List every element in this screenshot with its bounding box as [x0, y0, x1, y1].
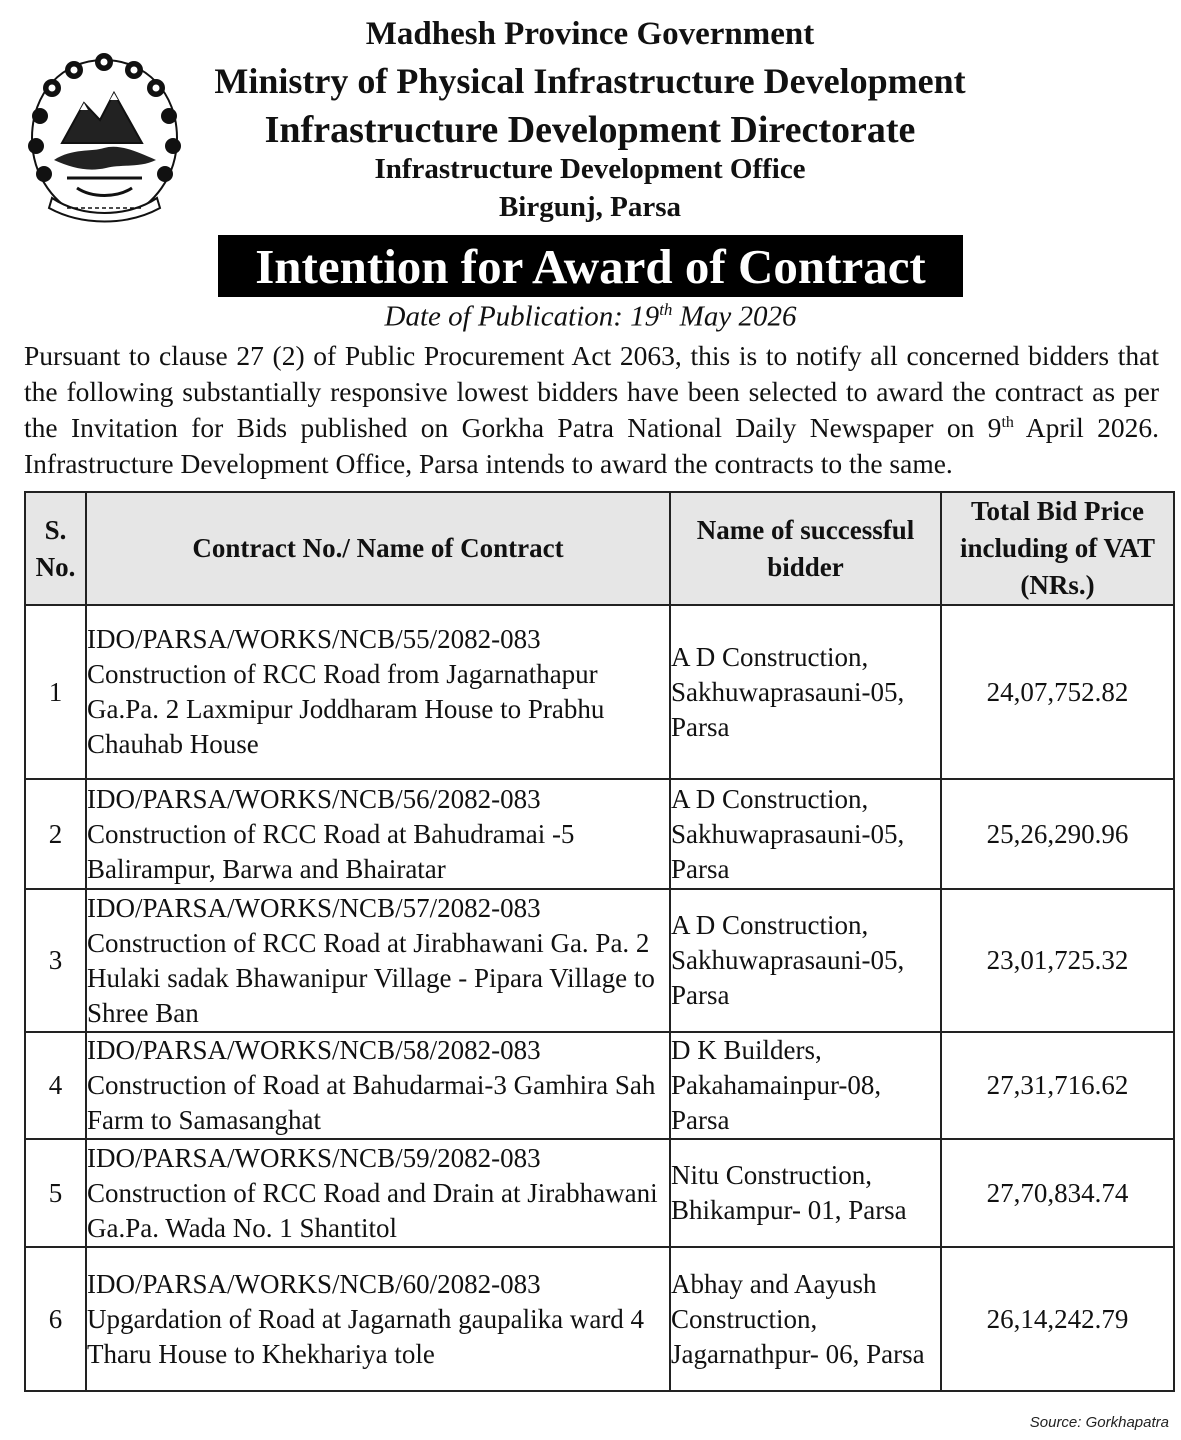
- row-bidder: D K Builders, Pakahamainpur-08, Parsa: [670, 1032, 941, 1139]
- notice-title: Intention for Award of Contract: [218, 235, 963, 297]
- source-credit: Source: Gorkhapatra: [1029, 1414, 1169, 1431]
- row-price: 27,31,716.62: [941, 1032, 1174, 1139]
- contract-number: IDO/PARSA/WORKS/NCB/59/2082-083: [87, 1142, 541, 1173]
- row-sn: 4: [25, 1032, 86, 1139]
- contract-name: Construction of RCC Road from Jagarnathapur Ga.Pa. 2 Laxmipur Joddharam House to Prabhu Chauhab House: [87, 659, 605, 759]
- row-price: 24,07,752.82: [941, 605, 1174, 779]
- contract-number: IDO/PARSA/WORKS/NCB/57/2082-083: [87, 892, 541, 923]
- row-price: 23,01,725.32: [941, 889, 1174, 1032]
- table-row: [25, 1247, 1174, 1391]
- row-contract: [86, 1139, 670, 1247]
- row-bidder: A D Construction, Sakhuwaprasauni-05, Parsa: [670, 779, 941, 889]
- contract-number: IDO/PARSA/WORKS/NCB/56/2082-083: [87, 783, 541, 814]
- table-row: [25, 779, 1174, 889]
- table-row: [25, 605, 1174, 779]
- row-sn: 2: [25, 779, 86, 889]
- contract-name: Construction of Road at Bahudarmai-3 Gamhira Sah Farm to Samasanghat: [87, 1070, 656, 1135]
- header-directorate: Infrastructure Development Directorate: [264, 109, 916, 151]
- header-province: Madhesh Province Government: [365, 16, 815, 52]
- header-contract: Contract No./ Name of Contract: [86, 492, 670, 605]
- row-bidder: A D Construction, Sakhuwaprasauni-05, Parsa: [670, 889, 941, 1032]
- row-sn: 3: [25, 889, 86, 1032]
- row-contract: [86, 889, 670, 1032]
- intro-paragraph: Pursuant to clause 27 (2) of Public Procurement Act 2063, this is to notify all concerned bidders that the following substantially responsive lowest bidders have been selected to award the contract as per the Invitation for Bids published on Gorkha Patra National Daily Newspaper on 9th April 2026. Infrastructure Development Office, Parsa intends to award the contracts to the same.: [24, 340, 1160, 479]
- row-price: 26,14,242.79: [941, 1247, 1174, 1391]
- contract-number: IDO/PARSA/WORKS/NCB/58/2082-083: [87, 1035, 541, 1065]
- contract-number: IDO/PARSA/WORKS/NCB/60/2082-083: [87, 1268, 541, 1299]
- row-contract: [86, 1032, 670, 1139]
- table-row: [25, 889, 1174, 1032]
- row-contract: [86, 779, 670, 889]
- table-header-row: [25, 492, 1174, 605]
- contract-number: IDO/PARSA/WORKS/NCB/55/2082-083: [87, 624, 541, 654]
- row-price: 27,70,834.74: [941, 1139, 1174, 1247]
- row-bidder: Abhay and Aayush Construction, Jagarnathpur- 06, Parsa: [670, 1247, 941, 1391]
- contract-name: Construction of RCC Road at Jirabhawani Ga. Pa. 2 Hulaki sadak Bhawanipur Village - Pipara Village to Shree Ban: [87, 927, 655, 1028]
- header-price: Total Bid Price including of VAT (NRs.): [941, 492, 1174, 605]
- row-contract: [86, 1247, 670, 1391]
- row-price: 25,26,290.96: [941, 779, 1174, 889]
- header-office: Infrastructure Development Office: [374, 153, 806, 185]
- contract-name: Construction of RCC Road at Bahudramai -5 Balirampur, Barwa and Bhairatar: [87, 818, 575, 884]
- row-sn: 5: [25, 1139, 86, 1247]
- row-contract: [86, 605, 670, 779]
- contract-name: Construction of RCC Road and Drain at Jirabhawani Ga.Pa. Wada No. 1 Shantitol: [87, 1177, 658, 1243]
- contract-name: Upgardation of Road at Jagarnath gaupalika ward 4 Tharu House to Khekhariya tole: [87, 1303, 645, 1369]
- contracts-table: [24, 491, 1175, 1392]
- header-ministry: Ministry of Physical Infrastructure Development: [214, 61, 966, 101]
- row-sn: 1: [25, 605, 86, 779]
- row-bidder: Nitu Construction, Bhikampur- 01, Parsa: [670, 1139, 941, 1247]
- header-location: Birgunj, Parsa: [498, 191, 682, 223]
- row-bidder: A D Construction, Sakhuwaprasauni-05, Parsa: [670, 605, 941, 779]
- publication-date: Date of Publication: 19th May 2026: [384, 300, 797, 333]
- header-sn: S. No.: [25, 492, 86, 605]
- table-row: [25, 1032, 1174, 1139]
- row-sn: 6: [25, 1247, 86, 1391]
- header-bidder: Name of successful bidder: [670, 492, 941, 605]
- table-row: [25, 1139, 1174, 1247]
